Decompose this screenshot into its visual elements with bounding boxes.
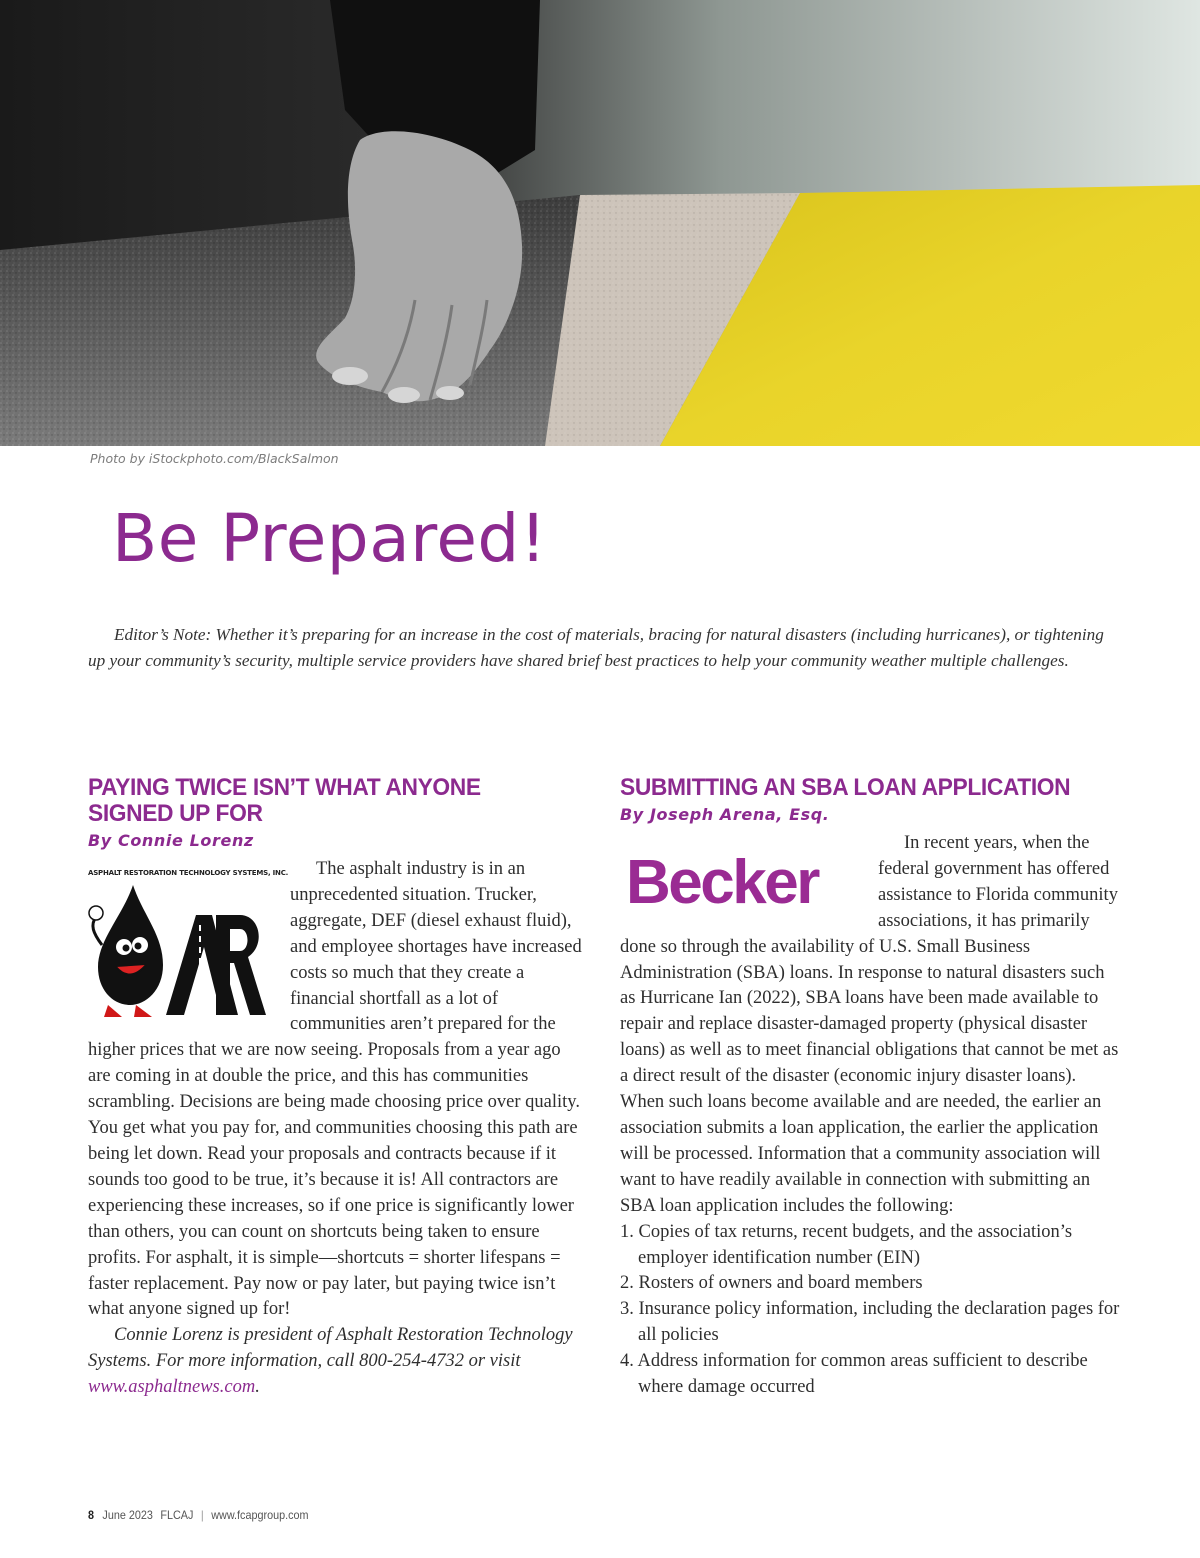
article-left-paragraph: The asphalt industry is in an unprecedented situation. Trucker, aggregate, DEF (diesel exhaust fluid), and employee shortages have increased costs so much that they create a financial shortfall as a lot of communities aren’t prepared for the higher prices that we are now seeing. Proposals from a year ago are coming in at double the price, and this has communities scrambling. Decisions are being made choosing price over quality. You get what you pay for, and communities choosing this path are being let down. Read your proposals and contracts because if it sounds too good to be true, it’s because it is! All contractors are experiencing these increases, so if one price is significantly lower than others, you can count on shortcuts being taken to ensure profits. For asphalt, it is simple—shortcuts = shorter lifespans = faster replacement. Pay now or pay later, but paying twice isn’t what anyone signed up for! [88, 859, 582, 1320]
article-left-body [88, 857, 584, 1401]
article-left-bio [88, 1323, 584, 1401]
list-item: 4. Address information for common areas sufficient to describe where damage occurred [620, 1351, 1088, 1398]
list-item: 3. Insurance policy information, including the declaration pages for all policies [620, 1299, 1120, 1346]
asphalt-restoration-logo [88, 861, 289, 1031]
list-item: 1. Copies of tax returns, recent budgets, and the association’s employer identification number (EIN) [620, 1221, 1073, 1268]
publication-name: FLCAJ [160, 1508, 194, 1522]
asphalt-drop-mascot-ar-icon [88, 875, 268, 1025]
becker-logo: Becker [626, 848, 818, 917]
photo-credit: Photo by iStockphoto.com/BlackSalmon [90, 451, 339, 466]
page-headline: Be Prepared! [112, 500, 547, 577]
article-left [88, 775, 584, 1401]
footer-divider: | [200, 1508, 204, 1522]
issue-date: June 2023 [102, 1508, 153, 1522]
article-left-byline: By Connie Lorenz [88, 831, 254, 850]
asphaltnews-link[interactable]: www.asphaltnews.com [88, 1377, 256, 1398]
page-footer [88, 1508, 308, 1522]
list-item: 2. Rosters of owners and board members [620, 1273, 923, 1294]
article-right [620, 775, 1120, 1401]
logo-company-name: ASPHALT RESTORATION TECHNOLOGY SYSTEMS, INC. [88, 869, 289, 877]
sba-requirements-list [620, 1220, 1120, 1401]
article-right-byline: By Joseph Arena, Esq. [620, 805, 830, 824]
footer-website[interactable]: www.fcapgroup.com [211, 1508, 309, 1522]
article-right-title: SUBMITTING AN SBA LOAN APPLICATION [620, 774, 1071, 801]
article-right-body [620, 831, 1120, 1401]
article-left-title: PAYING TWICE ISN’T WHAT ANYONE SIGNED UP FOR [88, 774, 481, 827]
page-number: 8 [88, 1508, 95, 1522]
bio-text: Connie Lorenz is president of Asphalt Restoration Technology Systems. For more information, call 800-254-4732 or visit [88, 1325, 573, 1372]
bio-end: . [255, 1377, 260, 1398]
hero-photo [0, 0, 1200, 446]
editors-note: Editor’s Note: Whether it’s preparing for an increase in the cost of materials, bracing for natural disasters (including hurricanes), or tightening up your community’s security, multiple service providers have shared brief best practices to help your community weather multiple challenges. [88, 625, 1104, 671]
article-right-paragraph: In recent years, when the federal government has offered assistance to Florida community associations, it has primarily done so through the availability of U.S. Small Business Administration (SBA) loans. In response to natural disasters such as Hurricane Ian (2022), SBA loans have been made available to repair and replace disaster-damaged property (physical disaster loans) as well as to meet financial obligations that cannot be met as a direct result of the disaster (economic injury disaster loans). When such loans become available and are needed, the earlier an association submits a loan application, the earlier the application will be processed. Information that a community association will want to have readily available in connection with submitting an SBA loan application includes the following: [620, 833, 1119, 1216]
hero-illustration [0, 0, 1200, 446]
